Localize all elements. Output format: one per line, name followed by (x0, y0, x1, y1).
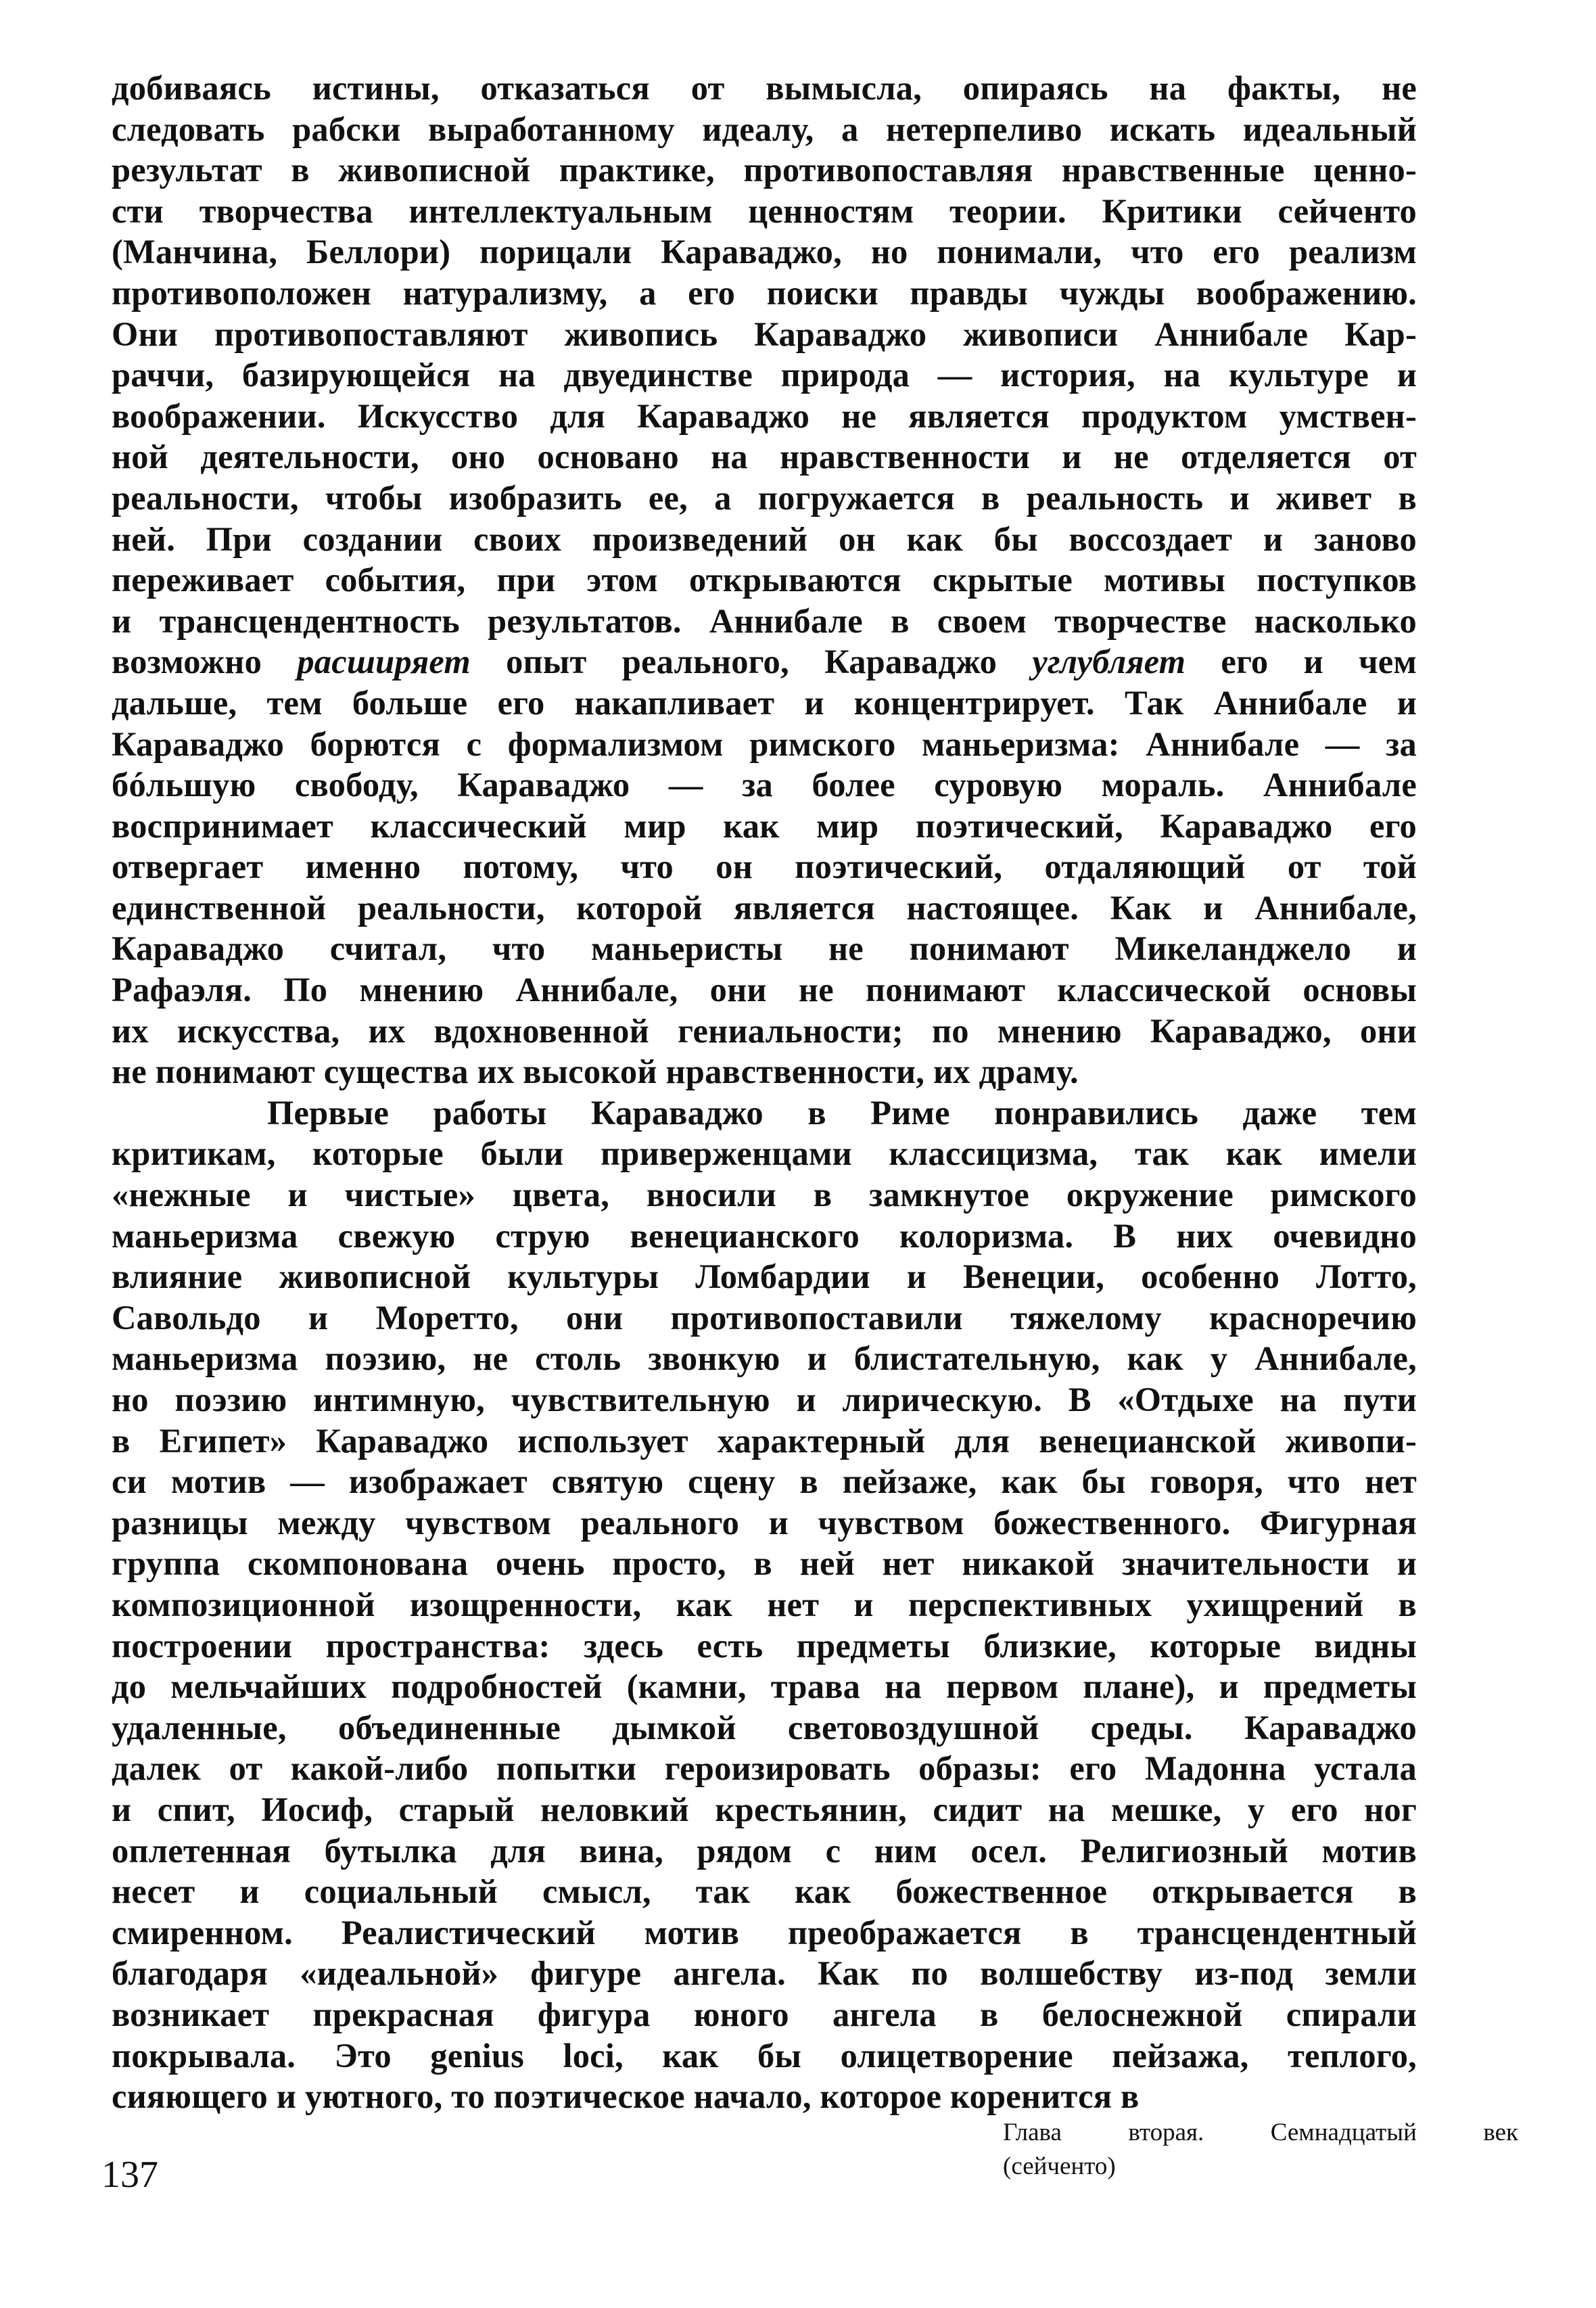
text-line: возникает прекрасная фигура юного ангела в белоснежной спирали (112, 1995, 1417, 2033)
text-line: воображении. Искусство для Караваджо не является продуктом умствен- (112, 396, 1417, 435)
running-head-chapter: Глава вторая. Семнадцатый век (1003, 2119, 1518, 2146)
text-line: сти творчества интеллектуальным ценностям теории. Критики сейченто (112, 191, 1417, 230)
text-line: Савольдо и Моретто, они противопоставили тяжелому красноречию (112, 1298, 1417, 1337)
text-line: отвергает именно потому, что он поэтический, отдаляющий от той (112, 848, 1417, 886)
emphasis-text: расширяет (297, 643, 471, 681)
text-line: дальше, тем больше его накапливает и концентрирует. Так Аннибале и (112, 683, 1417, 722)
text-line: воспринимает классический мир как мир поэтический, Караваджо его (112, 806, 1417, 845)
text-segment: возможно (112, 643, 298, 681)
text-line: маньеризма свежую струю венецианского колоризма. В них очевидно (112, 1216, 1417, 1255)
text-line: композиционной изощренности, как нет и перспективных ухищрений в (112, 1585, 1417, 1623)
text-line: смиренном. Реалистический мотив преображается в трансцендентный (112, 1913, 1417, 1952)
text-line: несет и социальный смысл, так как божественное открывается в (112, 1872, 1417, 1911)
text-line: добиваясь истины, отказаться от вымысла, опираясь на факты, не (112, 69, 1417, 107)
text-line: Они противопоставляют живопись Караваджо живописи Аннибале Кар- (112, 315, 1417, 353)
text-line: единственной реальности, которой является настоящее. Как и Аннибале, (112, 888, 1417, 927)
text-line: удаленные, объединенные дымкой световоздушной среды. Караваджо (112, 1708, 1417, 1747)
text-line: сияющего и уютного, то поэтическое начало, которое коренится в (112, 2077, 1140, 2116)
text-line: построении пространства: здесь есть предметы близкие, которые видны (112, 1626, 1417, 1665)
text-line: реальности, чтобы изобразить ее, а погружается в реальность и живет в (112, 478, 1417, 517)
text-line: влияние живописной культуры Ломбардии и Венеции, особенно Лотто, (112, 1257, 1417, 1296)
text-line: Рафаэля. По мнению Аннибале, они не понимают классической основы (112, 971, 1417, 1009)
text-line: результат в живописной практике, противопоставляя нравственные ценно- (112, 151, 1417, 189)
running-head-subtitle: (сейченто) (1003, 2152, 1116, 2180)
text-line: покрывала. Это genius loci, как бы олицетворение пейзажа, теплого, (112, 2036, 1417, 2075)
text-line: маньеризма поэзию, не столь звонкую и блистательную, как у Аннибале, (112, 1339, 1417, 1378)
text-line: раччи, базирующейся на двуединстве природа — история, на культуре и (112, 356, 1417, 394)
text-line: (Манчина, Беллори) порицали Караваджо, но понимали, что его реализм (112, 233, 1417, 271)
text-line: до мельчайших подробностей (камни, трава на первом плане), и предметы (112, 1667, 1417, 1706)
text-line: си мотив — изображает святую сцену в пейзаже, как бы говоря, что нет (112, 1462, 1417, 1501)
text-line: ной деятельности, оно основано на нравственности и не отделяется от (112, 438, 1417, 476)
text-line: но поэзию интимную, чувствительную и лирическую. В «Отдыхе на пути (112, 1381, 1417, 1418)
text-line: далек от какой-либо попытки героизировать образы: его Мадонна устала (112, 1749, 1417, 1788)
text-line: их искусства, их вдохновенной гениальности; по мнению Караваджо, они (112, 1011, 1417, 1050)
text-line: критикам, которые были приверженцами классицизма, так как имели (112, 1134, 1417, 1173)
text-line: Караваджо борются с формализмом римского маньеризма: Аннибале — за (112, 724, 1417, 763)
text-line: группа скомпонована очень просто, в ней нет никакой значительности и (112, 1544, 1417, 1583)
text-line: оплетенная бутылка для вина, рядом с ним осел. Религиозный мотив (112, 1831, 1417, 1870)
text-line: в Египет» Караваджо использует характерный для венецианской живопи- (112, 1421, 1417, 1460)
text-line: разницы между чувством реального и чувством божественного. Фигурная (112, 1503, 1417, 1542)
emphasis-text: углубляет (1032, 643, 1186, 681)
body-text (112, 68, 1417, 2117)
text-line (112, 641, 1417, 683)
running-head (1003, 2116, 1518, 2184)
text-line: ней. При создании своих произведений он как бы воссоздает и заново (112, 520, 1417, 558)
text-line: Первые работы Караваджо в Риме понравились даже тем (267, 1093, 1417, 1132)
text-line: Караваджо считал, что маньеристы не понимают Микеланджело и (112, 929, 1417, 968)
text-line: и трансцендентность результатов. Аннибале в своем творчестве насколько (112, 601, 1417, 640)
text-line: следовать рабски выработанному идеалу, а нетерпеливо искать идеальный (112, 110, 1417, 148)
text-line: «нежные и чистые» цвета, вносили в замкнутое окружение римского (112, 1176, 1417, 1214)
text-segment: его и чем (1186, 643, 1417, 681)
page-number: 137 (101, 2154, 158, 2196)
text-line: не понимают существа их высокой нравственности, их драму. (112, 1053, 1079, 1091)
text-line: переживает события, при этом открываются скрытые мотивы поступков (112, 561, 1417, 599)
text-segment: опыт реального, Караваджо (470, 643, 1033, 681)
text-line: и спит, Иосиф, старый неловкий крестьянин, сидит на мешке, у его ног (112, 1790, 1417, 1828)
text-line: бóльшую свободу, Караваджо — за более суровую мораль. Аннибале (112, 766, 1417, 804)
text-line: благодаря «идеальной» фигуре ангела. Как по волшебству из-под земли (112, 1954, 1417, 1993)
text-line: противоположен натурализму, а его поиски правды чужды воображению. (112, 273, 1417, 312)
